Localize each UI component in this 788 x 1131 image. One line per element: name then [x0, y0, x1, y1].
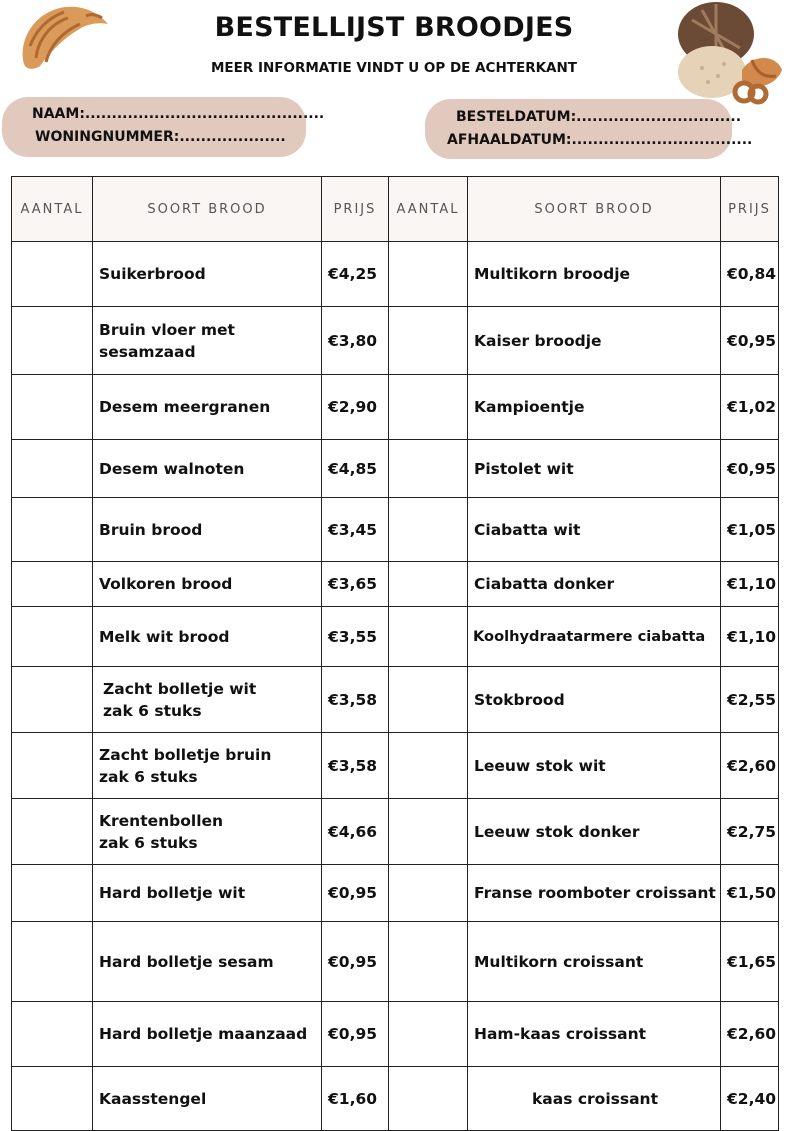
quantity-cell[interactable]: [389, 667, 468, 733]
bread-price: €1,10: [721, 562, 779, 607]
bread-name: Desem walnoten: [93, 440, 322, 498]
bread-name: Ciabatta wit: [468, 498, 721, 562]
order-table: [11, 176, 779, 1131]
bread-name: Pistolet wit: [468, 440, 721, 498]
quantity-cell[interactable]: [12, 733, 93, 799]
bread-name: Bruin vloer met sesamzaad: [93, 307, 322, 375]
table-row: [12, 922, 779, 1002]
bread-name: Kampioentje: [468, 375, 721, 440]
quantity-cell[interactable]: [12, 667, 93, 733]
prijs-header-right: PRIJS: [721, 177, 779, 242]
page-title: BESTELLIJST BROODJES: [214, 12, 574, 43]
bread-price: €2,55: [721, 667, 779, 733]
bread-price: €2,75: [721, 799, 779, 865]
bread-price: €4,25: [322, 242, 389, 307]
bread-price: €0,95: [322, 922, 389, 1002]
bread-name: Multikorn broodje: [468, 242, 721, 307]
table-row: [12, 242, 779, 307]
bread-name: Bruin brood: [93, 498, 322, 562]
bread-price: €2,60: [721, 1002, 779, 1067]
page-subtitle: MEER INFORMATIE VINDT U OP DE ACHTERKANT: [210, 60, 578, 76]
table-row: [12, 1002, 779, 1067]
bread-price: €3,65: [322, 562, 389, 607]
bread-price: €2,40: [721, 1067, 779, 1131]
table-row: [12, 733, 779, 799]
woningnummer-field[interactable]: WONINGNUMMER:....................: [35, 129, 286, 145]
bread-name: Volkoren brood: [93, 562, 322, 607]
bread-name-text: Zacht bolletje bruin zak 6 stuks: [99, 745, 272, 786]
bread-name: Kaiser broodje: [468, 307, 721, 375]
quantity-cell[interactable]: [389, 375, 468, 440]
bread-name: Franse roomboter croissant: [468, 865, 721, 922]
table-header-row: [12, 177, 779, 242]
quantity-cell[interactable]: [12, 562, 93, 607]
bread-name: Hard bolletje maanzaad: [93, 1002, 322, 1067]
bread-name: Suikerbrood: [93, 242, 322, 307]
bread-name: Leeuw stok donker: [468, 799, 721, 865]
bread-price: €1,65: [721, 922, 779, 1002]
quantity-cell[interactable]: [389, 242, 468, 307]
table-row: [12, 307, 779, 375]
bread-price: €3,58: [322, 733, 389, 799]
table-row: [12, 375, 779, 440]
quantity-cell[interactable]: [12, 607, 93, 667]
bread-name: kaas croissant: [468, 1067, 721, 1131]
bread-name: Hard bolletje wit: [93, 865, 322, 922]
quantity-cell[interactable]: [12, 242, 93, 307]
quantity-cell[interactable]: [12, 865, 93, 922]
quantity-cell[interactable]: [12, 1002, 93, 1067]
table-row: [12, 562, 779, 607]
naam-field[interactable]: NAAM:.............................................: [32, 106, 325, 122]
bread-name: Ham-kaas croissant: [468, 1002, 721, 1067]
bread-price: €0,95: [721, 307, 779, 375]
bread-price: €1,05: [721, 498, 779, 562]
soort-brood-header-right: SOORT BROOD: [468, 177, 721, 242]
afhaaldatum-field[interactable]: AFHAALDATUM:..................................: [447, 132, 753, 148]
bread-name: Multikorn croissant: [468, 922, 721, 1002]
quantity-cell[interactable]: [389, 799, 468, 865]
quantity-cell[interactable]: [12, 799, 93, 865]
quantity-cell[interactable]: [389, 607, 468, 667]
table-row: [12, 667, 779, 733]
date-info-box: [425, 99, 753, 159]
bread-name: Desem meergranen: [93, 375, 322, 440]
table-row: [12, 799, 779, 865]
bread-name: Melk wit brood: [93, 607, 322, 667]
bread-price: €0,84: [721, 242, 779, 307]
bread-price: €2,90: [322, 375, 389, 440]
bread-price: €3,80: [322, 307, 389, 375]
besteldatum-field[interactable]: BESTELDATUM:...............................: [456, 109, 742, 125]
table-row: [12, 607, 779, 667]
quantity-cell[interactable]: [389, 562, 468, 607]
bread-price: €1,50: [721, 865, 779, 922]
bread-price: €0,95: [322, 865, 389, 922]
bread-name: Ciabatta donker: [468, 562, 721, 607]
bread-name: Leeuw stok wit: [468, 733, 721, 799]
quantity-cell[interactable]: [389, 865, 468, 922]
bread-price: €4,66: [322, 799, 389, 865]
quantity-cell[interactable]: [12, 307, 93, 375]
bread-price: €1,02: [721, 375, 779, 440]
bread-price: €2,60: [721, 733, 779, 799]
quantity-cell[interactable]: [389, 733, 468, 799]
bread-name: Koolhydraatarmere ciabatta: [468, 607, 721, 667]
bread-price: €3,45: [322, 498, 389, 562]
bread-price: €0,95: [322, 1002, 389, 1067]
bread-name: Stokbrood: [468, 667, 721, 733]
quantity-cell[interactable]: [389, 922, 468, 1002]
bread-price: €1,60: [322, 1067, 389, 1131]
bread-name-text: Krentenbollen zak 6 stuks: [99, 811, 224, 852]
bread-name: [93, 733, 322, 799]
aantal-header-right: AANTAL: [389, 177, 468, 242]
quantity-cell[interactable]: [12, 375, 93, 440]
table-row: [12, 440, 779, 498]
quantity-cell[interactable]: [389, 440, 468, 498]
bread-name: Hard bolletje sesam: [93, 922, 322, 1002]
bread-price: €3,55: [322, 607, 389, 667]
quantity-cell[interactable]: [389, 307, 468, 375]
quantity-cell[interactable]: [12, 1067, 93, 1131]
table-row: [12, 1067, 779, 1131]
aantal-header: AANTAL: [12, 177, 93, 242]
bread-name: [93, 799, 322, 865]
table-row: [12, 865, 779, 922]
prijs-header: PRIJS: [322, 177, 389, 242]
soort-brood-header: SOORT BROOD: [93, 177, 322, 242]
bread-price: €3,58: [322, 667, 389, 733]
quantity-cell[interactable]: [12, 498, 93, 562]
table-row: [12, 498, 779, 562]
bread-name: [93, 667, 322, 733]
quantity-cell[interactable]: [389, 498, 468, 562]
customer-info-box: [2, 97, 325, 157]
bread-price: €1,10: [721, 607, 779, 667]
quantity-cell[interactable]: [389, 1002, 468, 1067]
quantity-cell[interactable]: [389, 1067, 468, 1131]
bread-price: €4,85: [322, 440, 389, 498]
bread-name-text: Zacht bolletje wit zak 6 stuks: [103, 679, 257, 720]
quantity-cell[interactable]: [12, 922, 93, 1002]
bread-price: €0,95: [721, 440, 779, 498]
quantity-cell[interactable]: [12, 440, 93, 498]
bread-name: Kaasstengel: [93, 1067, 322, 1131]
